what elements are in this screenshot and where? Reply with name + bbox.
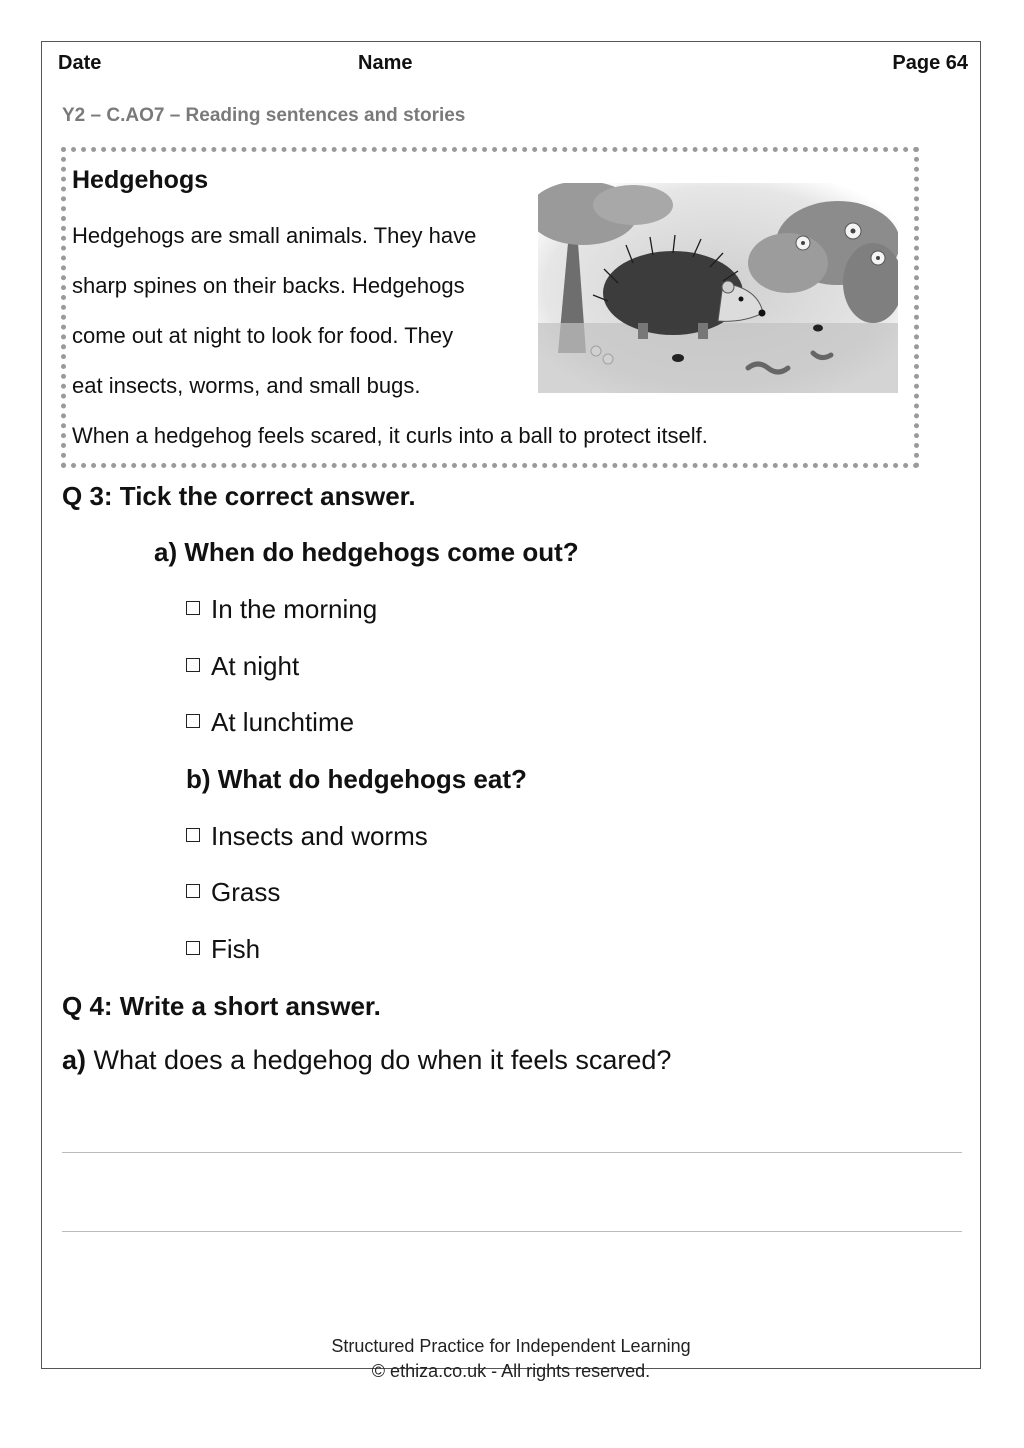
date-label: Date	[58, 52, 102, 74]
checkbox-icon[interactable]	[186, 941, 200, 955]
q3a-option[interactable]	[186, 707, 354, 738]
option-label: At night	[211, 651, 300, 681]
worksheet-subtitle: Y2 – C.AO7 – Reading sentences and stories	[62, 105, 466, 126]
checkbox-icon[interactable]	[186, 884, 200, 898]
q4a-label: a)	[62, 1045, 87, 1075]
story-line: Hedgehogs are small animals. They have	[72, 223, 477, 248]
q3b-option[interactable]	[186, 821, 428, 852]
q3-heading: Q 3: Tick the correct answer.	[62, 481, 416, 511]
option-label: Grass	[211, 877, 281, 907]
story-line: When a hedgehog feels scared, it curls into a ball to protect itself.	[72, 423, 708, 448]
copyright-notice: © ethiza.co.uk - All rights reserved.	[371, 1361, 651, 1381]
story-line: come out at night to look for food. They	[72, 323, 454, 348]
q3a-question: a) When do hedgehogs come out?	[154, 537, 579, 567]
option-label: At lunchtime	[211, 707, 355, 737]
q3a-option[interactable]	[186, 594, 377, 625]
q4a-text: What does a hedgehog do when it feels scared?	[93, 1045, 672, 1075]
option-label: In the morning	[211, 594, 378, 624]
story-title: Hedgehogs	[72, 166, 209, 194]
checkbox-icon[interactable]	[186, 601, 200, 615]
footer-line: Structured Practice for Independent Learning	[331, 1336, 691, 1356]
option-label: Fish	[211, 934, 261, 964]
name-label: Name	[358, 52, 413, 74]
q3b-question: b) What do hedgehogs eat?	[186, 764, 527, 794]
hedgehog-illustration	[538, 183, 898, 393]
q3b-option[interactable]	[186, 934, 260, 965]
q4-heading: Q 4: Write a short answer.	[62, 991, 381, 1021]
answer-line[interactable]	[62, 1231, 962, 1232]
q3b-option[interactable]	[186, 877, 280, 908]
checkbox-icon[interactable]	[186, 658, 200, 672]
q3a-option[interactable]	[186, 651, 299, 682]
q4a-question	[62, 1045, 671, 1076]
page-number: Page 64	[892, 52, 968, 74]
answer-line[interactable]	[62, 1152, 962, 1153]
checkbox-icon[interactable]	[186, 714, 200, 728]
story-line: sharp spines on their backs. Hedgehogs	[72, 273, 465, 298]
option-label: Insects and worms	[211, 821, 428, 851]
story-line: eat insects, worms, and small bugs.	[72, 373, 421, 398]
checkbox-icon[interactable]	[186, 828, 200, 842]
